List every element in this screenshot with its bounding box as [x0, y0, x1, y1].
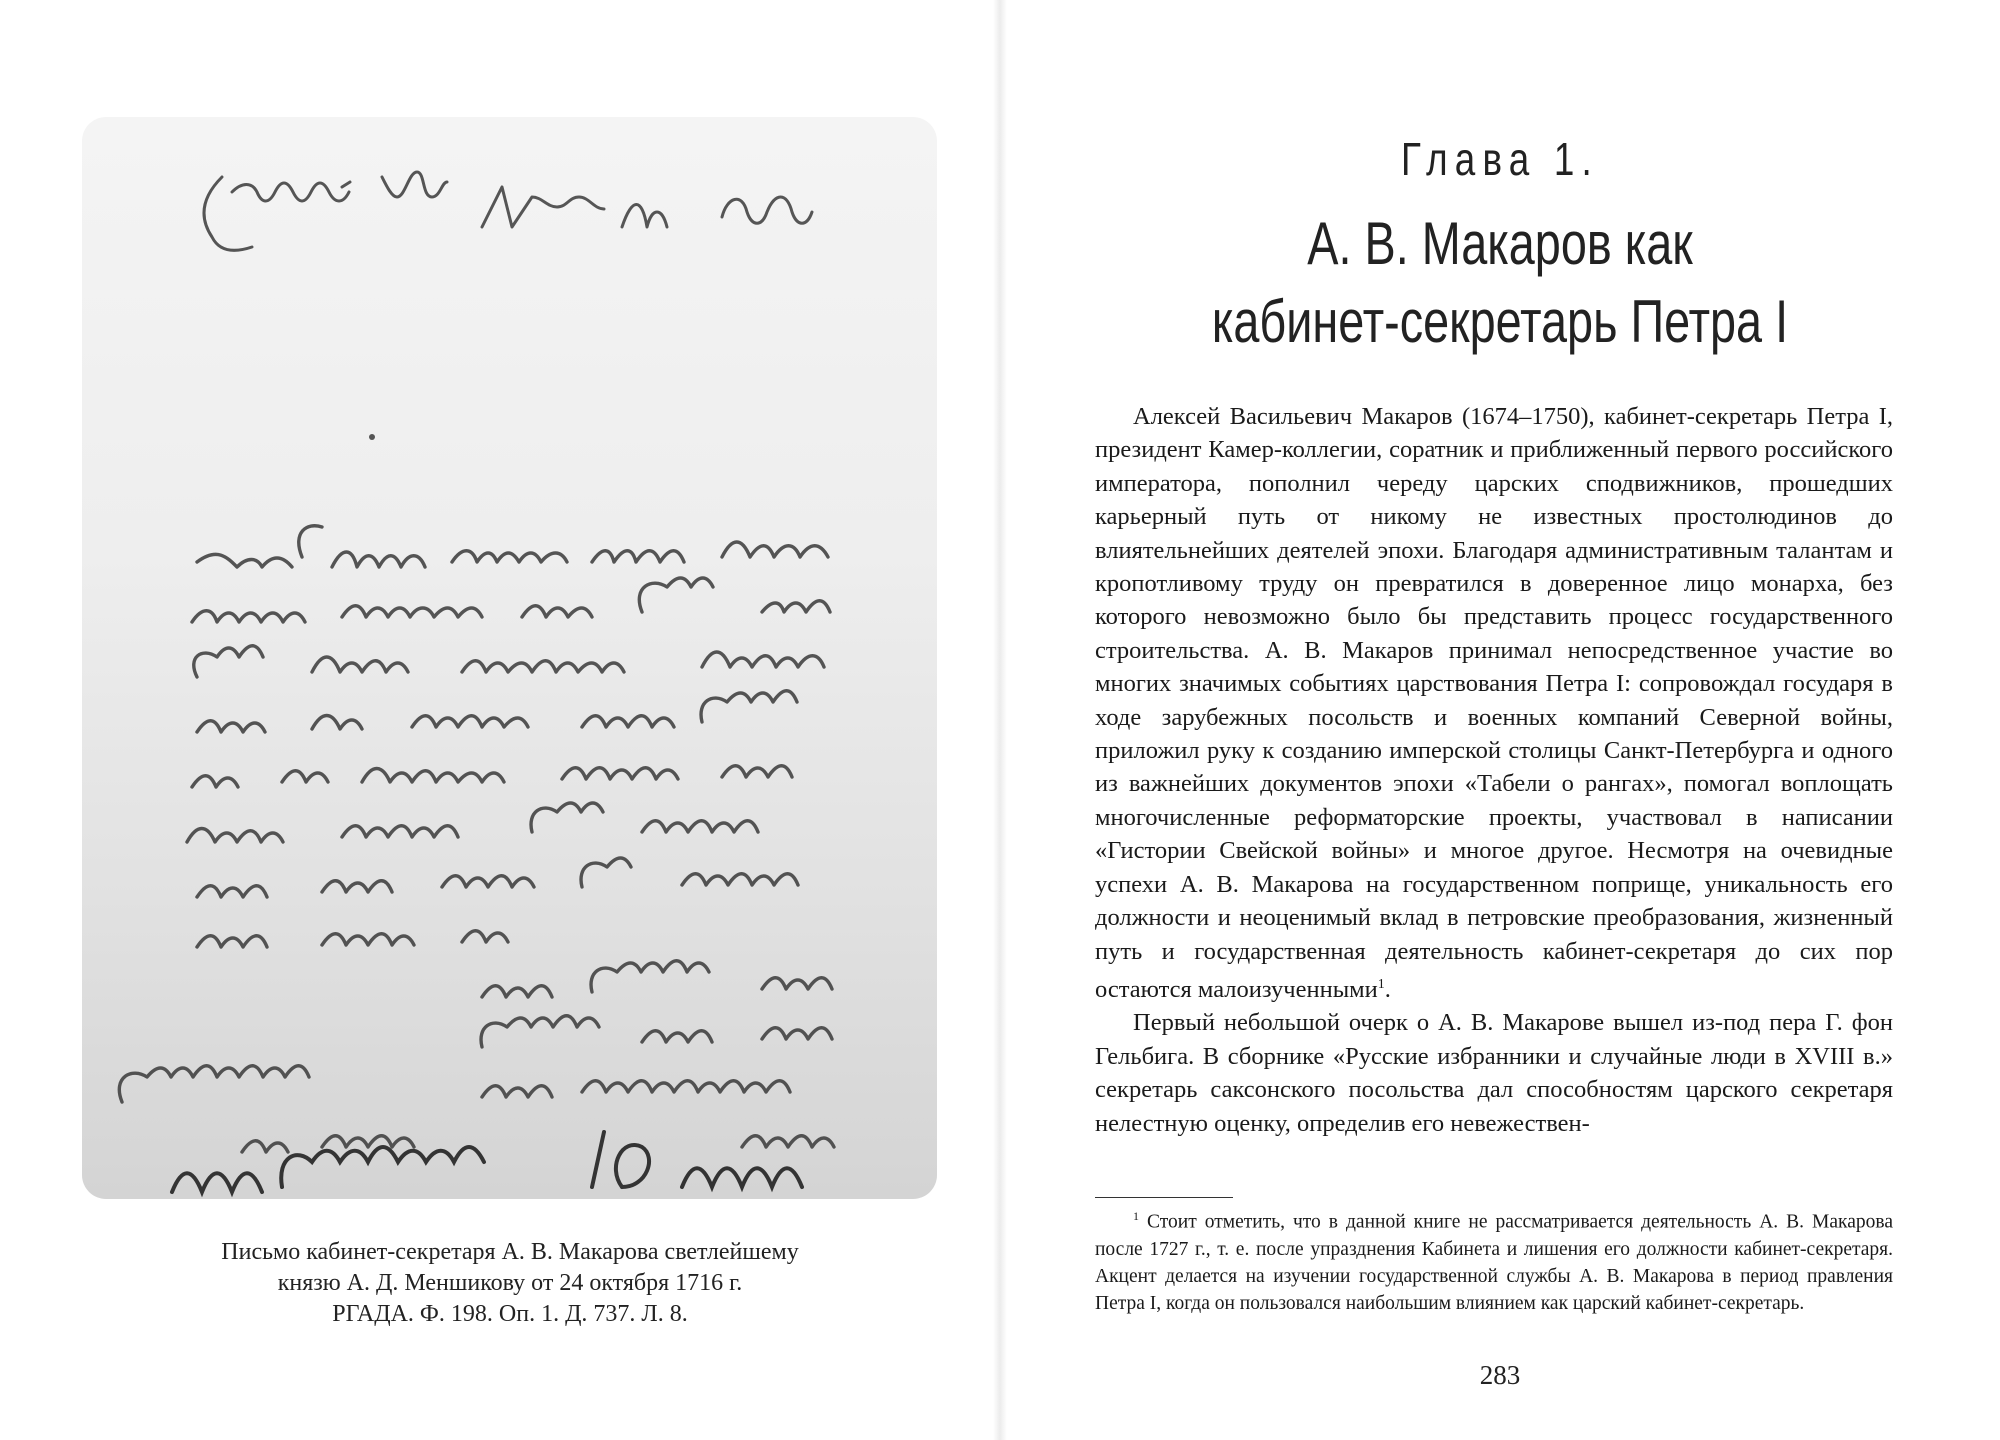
handwritten-letter-image — [82, 117, 937, 1199]
figure-caption — [150, 1237, 870, 1330]
footnote-divider — [1095, 1197, 1233, 1198]
chapter-label: Глава 1. — [1401, 133, 1599, 185]
chapter-title-line-1: А. В. Макаров как — [1307, 210, 1693, 277]
body-text — [1095, 400, 1893, 1140]
footnote-text: Стоит отметить, что в данной книге не рассматривается деятельность А. В. Макарова после 1727 г., т. е. после упразднения Кабинета и лишения его должности кабинет-секретаря. Акцент делается на изучении государственной службы А. В. Макарова в период правления Петра I, когда он пользовался наибольшим влиянием как царский кабинет-секретарь. — [1095, 1211, 1893, 1314]
footnote-reference[interactable]: 1 — [1377, 976, 1385, 992]
paragraph — [1095, 1006, 1893, 1140]
paragraph-text: Первый небольшой очерк о А. В. Макарове вышел из-под пера Г. фон Гельбига. В сборнике «Русские избранники и случайные люди в XVIII в.» секретарь саксонского посольства дал способностям царского секретаря нелестную оценку, определив его невежествен- — [1095, 1009, 1893, 1137]
caption-line-3: РГАДА. Ф. 198. Оп. 1. Д. 737. Л. 8. — [332, 1301, 688, 1327]
chapter-title — [1110, 205, 1890, 361]
paragraph — [1095, 400, 1893, 1006]
right-page — [1000, 0, 2000, 1440]
footnote-mark: 1 — [1133, 1209, 1139, 1223]
handwriting-strokes — [82, 117, 937, 1199]
paragraph-text: Алексей Васильевич Макаров (1674–1750), кабинет-секретарь Петра I, президент Камер-коллегии, соратник и приближенный первого российского императора, пополнил череду царских сподвижников, прошедших карьерный путь от никому не известных простолюдинов до влиятельнейших деятелей эпохи. Благодаря административным талантам и кропотливому труду он превратился в доверенное лицо монарха, без которого невозможно было бы представить процесс государственного строительства. А. В. Макаров принимал непосредственное участие во многих значимых событиях царствования Петра I: сопровождал государя в ходе зарубежных посольств и военных компаний Северной войны, приложил руку к созданию имперской столицы Санкт-Петербурга и одного из важнейших документов эпохи «Табели о рангах», помогал воплощать многочисленные реформаторские проекты, участвовал в написании «Гистории Свейской войны» и многое другое. Несмотря на очевидные успехи А. В. Макарова на государственном поприще, уникальность его должности и неоценимый вклад в петровские преобразования, жизненный путь и государственная деятельность кабинет-секретаря до сих пор остаются малоизученными — [1095, 403, 1893, 1004]
footnote-paragraph — [1095, 1203, 1893, 1317]
page-number: 283 — [1479, 1360, 1521, 1390]
caption-line-2: князю А. Д. Меншикову от 24 октября 1716 г. — [277, 1270, 743, 1296]
caption-line-1: Письмо кабинет-секретаря А. В. Макарова светлейшему — [221, 1239, 799, 1265]
chapter-title-line-2: кабинет-секретарь Петра I — [1211, 288, 1789, 355]
left-page — [0, 0, 995, 1440]
footnote — [1095, 1203, 1893, 1317]
paragraph-end: . — [1384, 976, 1391, 1004]
